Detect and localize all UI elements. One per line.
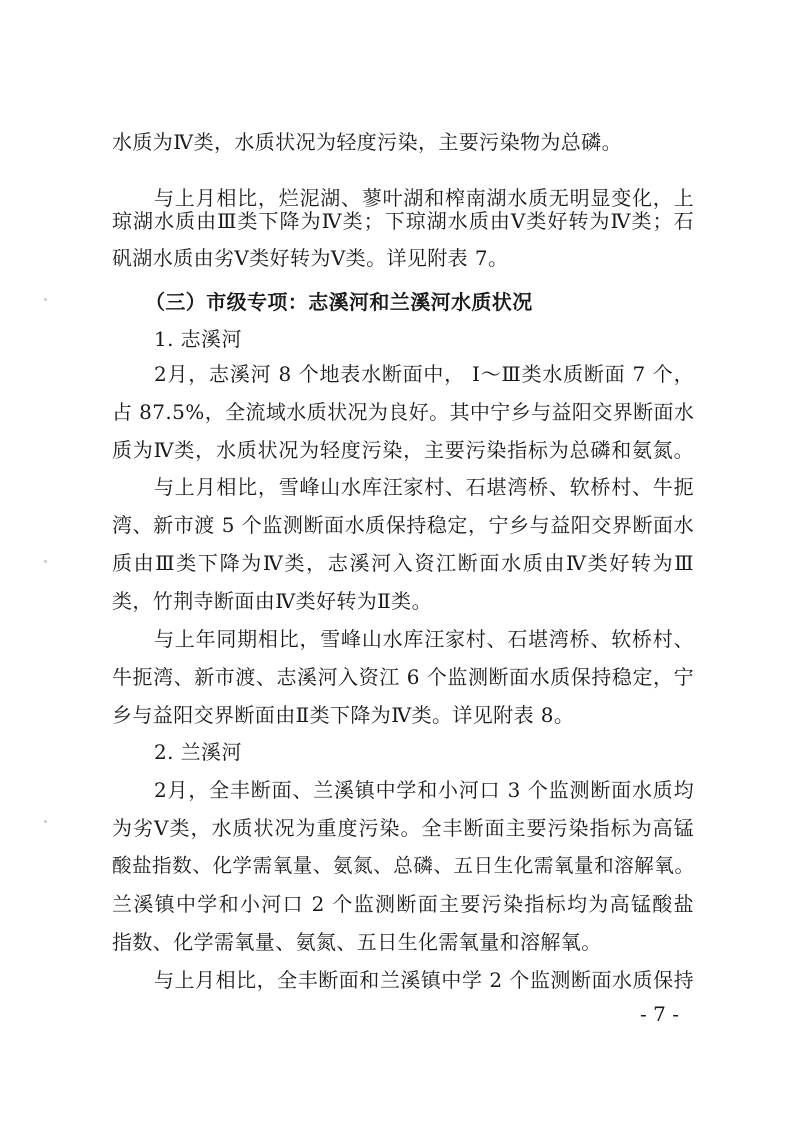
text-line: 质由Ⅲ类下降为Ⅳ类，志溪河入资江断面水质由Ⅳ类好转为Ⅲ [112,551,694,575]
text-line: 为劣Ⅴ类，水质状况为重度污染。全丰断面主要污染指标为高锰 [112,816,694,840]
text-line: 矾湖水质由劣Ⅴ类好转为Ⅴ类。详见附表 7。 [112,246,509,270]
text-line: 牛扼湾、新市渡、志溪河入资江 6 个监测断面水质保持稳定，宁 [112,665,694,689]
text-line: 酸盐指数、化学需氧量、氨氮、总磷、五日生化需氧量和溶解氧。 [112,854,694,877]
subsection-heading: 1. 志溪河 [154,327,242,351]
scan-speck [44,560,47,563]
text-line: 占 87.5%，全流域水质状况为良好。其中宁乡与益阳交界断面水 [112,400,695,424]
text-line: 琼湖水质由Ⅲ类下降为Ⅳ类；下琼湖水质由Ⅴ类好转为Ⅳ类；石 [112,209,694,233]
text-line: 类，竹荆寺断面由Ⅳ类好转为Ⅱ类。 [112,589,432,613]
page-number: - 7 - [640,1002,679,1026]
subsection-heading: 2. 兰溪河 [154,740,242,764]
text-line: 质为Ⅳ类，水质状况为轻度污染，主要污染指标为总磷和氨氮。 [112,438,694,462]
text-line: 指数、化学需氧量、氨氮、五日生化需氧量和溶解氧。 [112,930,602,954]
text-line: 与上年同期相比，雪峰山水库汪家村、石堪湾桥、软桥村、 [154,627,694,651]
text-line: 乡与益阳交界断面由Ⅱ类下降为Ⅳ类。详见附表 8。 [112,703,575,727]
text-line: 2月，志溪河 8 个地表水断面中， Ⅰ～Ⅲ类水质断面 7 个， [154,362,694,386]
section-heading: （三）市级专项：志溪河和兰溪河水质状况 [145,290,533,314]
text-line: 兰溪镇中学和小河口 2 个监测断面主要污染指标均为高锰酸盐 [112,892,694,916]
scan-speck [44,820,47,823]
text-line: 2月，全丰断面、兰溪镇中学和小河口 3 个监测断面水质均 [154,778,694,802]
text-line: 水质为Ⅳ类，水质状况为轻度污染，主要污染物为总磷。 [112,130,622,154]
text-line: 与上月相比，烂泥湖、蓼叶湖和榨南湖水质无明显变化，上 [154,186,694,210]
text-line: 湾、新市渡 5 个监测断面水质保持稳定，宁乡与益阳交界断面水 [112,513,694,537]
text-line: 与上月相比，雪峰山水库汪家村、石堪湾桥、软桥村、牛扼 [154,475,694,499]
scan-speck [44,298,47,301]
text-line: 与上月相比，全丰断面和兰溪镇中学 2 个监测断面水质保持 [154,968,694,992]
